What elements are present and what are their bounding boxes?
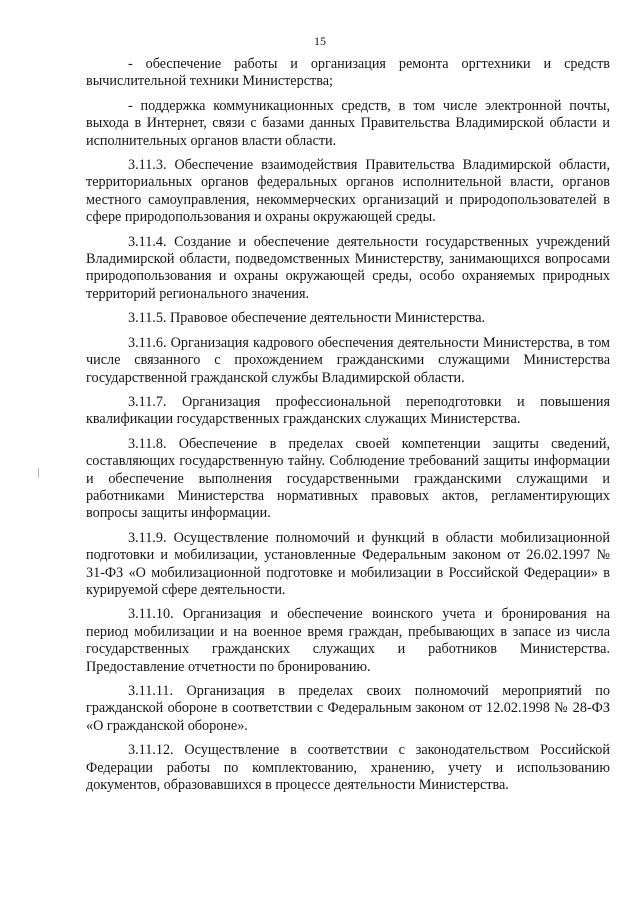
page-number: 15 — [314, 34, 326, 48]
paragraph-3-11-9: 3.11.9. Осуществление полномочий и функций в области мобилизационной подготовки и мобилизации, установленные Федеральным законом от 26.02.1997 № 31-ФЗ «О мобилизационной подготовке и мобилизации в Российской Федерации» в курируемой сфере деятельности. — [86, 529, 610, 598]
paragraph-3-11-11: 3.11.11. Организация в пределах своих полномочий мероприятий по гражданской обороне в соответствии с Федеральным законом от 12.02.1998 № 28-ФЗ «О гражданской обороне». — [86, 683, 610, 734]
paragraph-3-11-12: 3.11.12. Осуществление в соответствии с законодательством Российской Федерации работы по комплектованию, хранению, учету и использованию документов, образовавшихся в процессе деятельности Министерства. — [86, 742, 610, 794]
paragraph-3-11-5: 3.11.5. Правовое обеспечение деятельности Министерства. — [128, 310, 486, 327]
paragraph-3-11-10: 3.11.10. Организация и обеспечение воинского учета и бронирования на период мобилизации и на военное время граждан, пребывающих в запасе из числа государственных гражданских служащих и работников Министерства. Предоставление отчетности по бронированию. — [86, 606, 610, 675]
margin-mark — [38, 468, 39, 478]
document-body — [86, 56, 610, 800]
paragraph-item-2: - поддержка коммуникационных средств, в том числе электронной почты, выхода в Интернет, связи с базами данных Правительства Владимирской области и исполнительных органов власти области. — [86, 97, 610, 149]
paragraph-item-1: - обеспечение работы и организация ремонта оргтехники и средств вычислительной техники Министерства; — [86, 56, 610, 90]
paragraph-3-11-8: 3.11.8. Обеспечение в пределах своей компетенции защиты сведений, составляющих государственную тайну. Соблюдение требований защиты информации и обеспечение выполнения государственными гражданскими служащими и работниками Министерства нормативных правовых актов, регламентирующих вопросы защиты информации. — [86, 435, 610, 522]
paragraph-3-11-7: 3.11.7. Организация профессиональной переподготовки и повышения квалификации государственных гражданских служащих Министерства. — [86, 393, 610, 428]
paragraph-3-11-4: 3.11.4. Создание и обеспечение деятельности государственных учреждений Владимирской области, подведомственных Министерству, занимающихся вопросами природопользования и охраны окружающей среды, особо охраняемых природных территорий регионального значения. — [86, 233, 610, 302]
paragraph-3-11-6: 3.11.6. Организация кадрового обеспечения деятельности Министерства, в том числе связанного с прохождением гражданскими служащими Министерства государственной гражданской службы Владимирской области. — [86, 334, 610, 386]
paragraph-3-11-3: 3.11.3. Обеспечение взаимодействия Правительства Владимирской области, территориальных органов федеральных органов исполнительной власти, органов местного самоуправления, некоммерческих организаций и природопользователей в сфере природопользования и охраны окружающей среды. — [86, 157, 610, 226]
